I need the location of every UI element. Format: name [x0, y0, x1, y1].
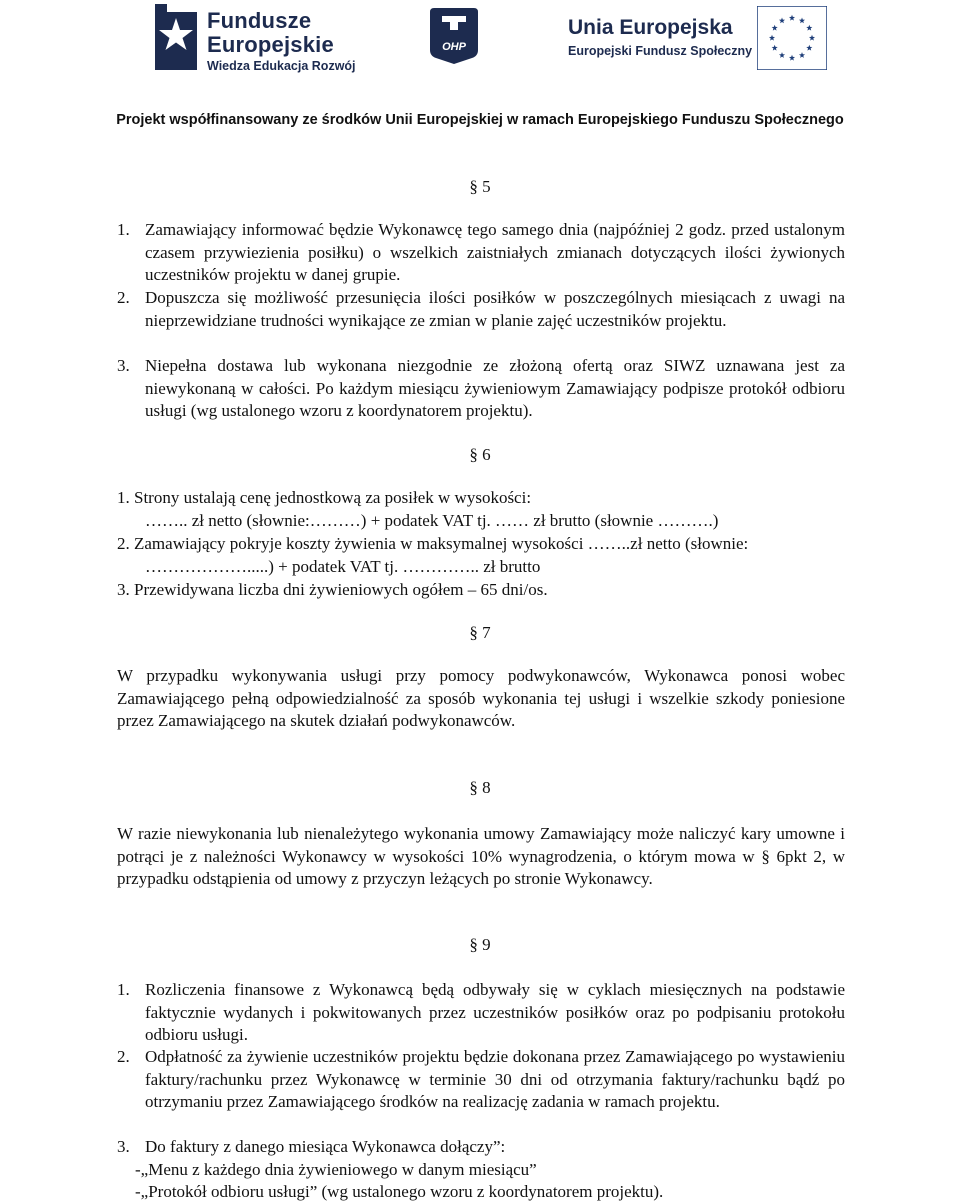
section-5-heading: § 5 [469, 177, 491, 196]
s7-paragraph: W przypadku wykonywania usługi przy pomocy podwykonawców, Wykonawca ponosi wobec Zamawiającego pełną odpowiedzialność za sposób wykonania tej usługi i wszelkie szkody poniesione przez Zamawiającego na skutek działań podwykonawców. [117, 666, 845, 730]
s5-item1-number: 1. [117, 220, 130, 239]
s8-paragraph: W razie niewykonania lub nienależytego wykonania umowy Zamawiający może naliczyć kary umowne i potrąci je z należności Wykonawcy w wysokości 10% wynagrodzenia, o którym mowa w § 6pkt 2, w przypadku odstąpienia od umowy z przyczyn leżących po stronie Wykonawcy. [117, 824, 845, 888]
section-6-heading: § 6 [469, 445, 491, 464]
fe-star-mark-icon [155, 4, 197, 70]
ohp-logo-text: OHP [442, 41, 466, 53]
ue-logo-line2: Europejski Fundusz Społeczny [568, 44, 753, 58]
eu-flag-icon [757, 6, 827, 70]
project-cofinancing-line: Projekt współfinansowany ze środków Unii Europejskiej w ramach Europejskiego Funduszu Społecznego [116, 112, 844, 128]
fe-logo-line2: Europejskie [207, 32, 334, 57]
s5-item3-text: Niepełna dostawa lub wykonana niezgodnie ze złożoną ofertą oraz SIWZ uznawana jest za niewykonaną w całości. Po każdym miesiącu żywieniowym Zamawiający podpisze protokół odbioru usługi (wg ustalonego wzoru z koordynatorem projektu). [145, 356, 845, 420]
s9-item3-number: 3. [117, 1137, 130, 1156]
s9-sub1: -„Menu z każdego dnia żywieniowego w danym miesiącu” [135, 1160, 537, 1179]
s5-item2-number: 2. [117, 288, 130, 307]
s5-item1-text: Zamawiający informować będzie Wykonawcę tego samego dnia (najpóźniej 2 godz. przed ustalonym czasem przywiezienia posiłku) o wszelkich zaistniałych zmianach dotyczących ilości żywionych uczestników projektu w danej grupie. [145, 220, 845, 284]
ue-logo-line1: Unia Europejska [568, 16, 733, 39]
s9-item1-text: Rozliczenia finansowe z Wykonawcą będą odbywały się w cyklach miesięcznych na podstawie faktycznie wydanych i pokwitowanych przez uczestników posiłków oraz po podpisaniu protokołu odbioru usługi. [145, 980, 845, 1044]
section-9-heading: § 9 [469, 935, 491, 954]
unia-europejska-logo [568, 6, 828, 72]
s6-line4: ……………….....) + podatek VAT tj. ………….. zł brutto [145, 557, 541, 576]
ohp-shield-icon [428, 6, 480, 66]
section-7-heading: § 7 [469, 623, 491, 642]
section-8-heading: § 8 [469, 778, 491, 797]
ohp-logo [428, 6, 480, 66]
s9-item2-number: 2. [117, 1047, 130, 1066]
s6-line3: 2. Zamawiający pokryje koszty żywienia w maksymalnej wysokości ……..zł netto (słownie: [117, 534, 749, 553]
s9-item2-text: Odpłatność za żywienie uczestników projektu będzie dokonana przez Zamawiającego po wystawieniu faktury/rachunku przez Wykonawcę w terminie 30 dni od otrzymania faktury/rachunku bądź po otrzymaniu przez Zamawiającego środków na realizację zadania w ramach projektu. [145, 1047, 845, 1111]
s5-item3-number: 3. [117, 356, 130, 375]
s6-line2: …….. zł netto (słownie:………) + podatek VAT tj. …… zł brutto (słownie ……….) [145, 511, 719, 530]
s9-sub2: -„Protokół odbioru usługi” (wg ustalonego wzoru z koordynatorem projektu). [135, 1182, 664, 1201]
fe-logo-line3: Wiedza Edukacja Rozwój [207, 59, 356, 73]
fe-logo-line1: Fundusze [207, 8, 312, 33]
s9-item1-number: 1. [117, 980, 130, 999]
s6-line1: 1. Strony ustalają cenę jednostkową za posiłek w wysokości: [117, 488, 532, 507]
s6-line5: 3. Przewidywana liczba dni żywieniowych ogółem – 65 dni/os. [117, 580, 548, 599]
s9-item3-text: Do faktury z danego miesiąca Wykonawca dołączy”: [145, 1137, 506, 1156]
fundusze-europejskie-logo [155, 4, 365, 73]
s5-item2-text: Dopuszcza się możliwość przesunięcia ilości posiłków w poszczególnych miesiącach z uwagi na nieprzewidziane trudności wynikające ze zmian w planie zajęć uczestników projektu. [145, 288, 845, 330]
